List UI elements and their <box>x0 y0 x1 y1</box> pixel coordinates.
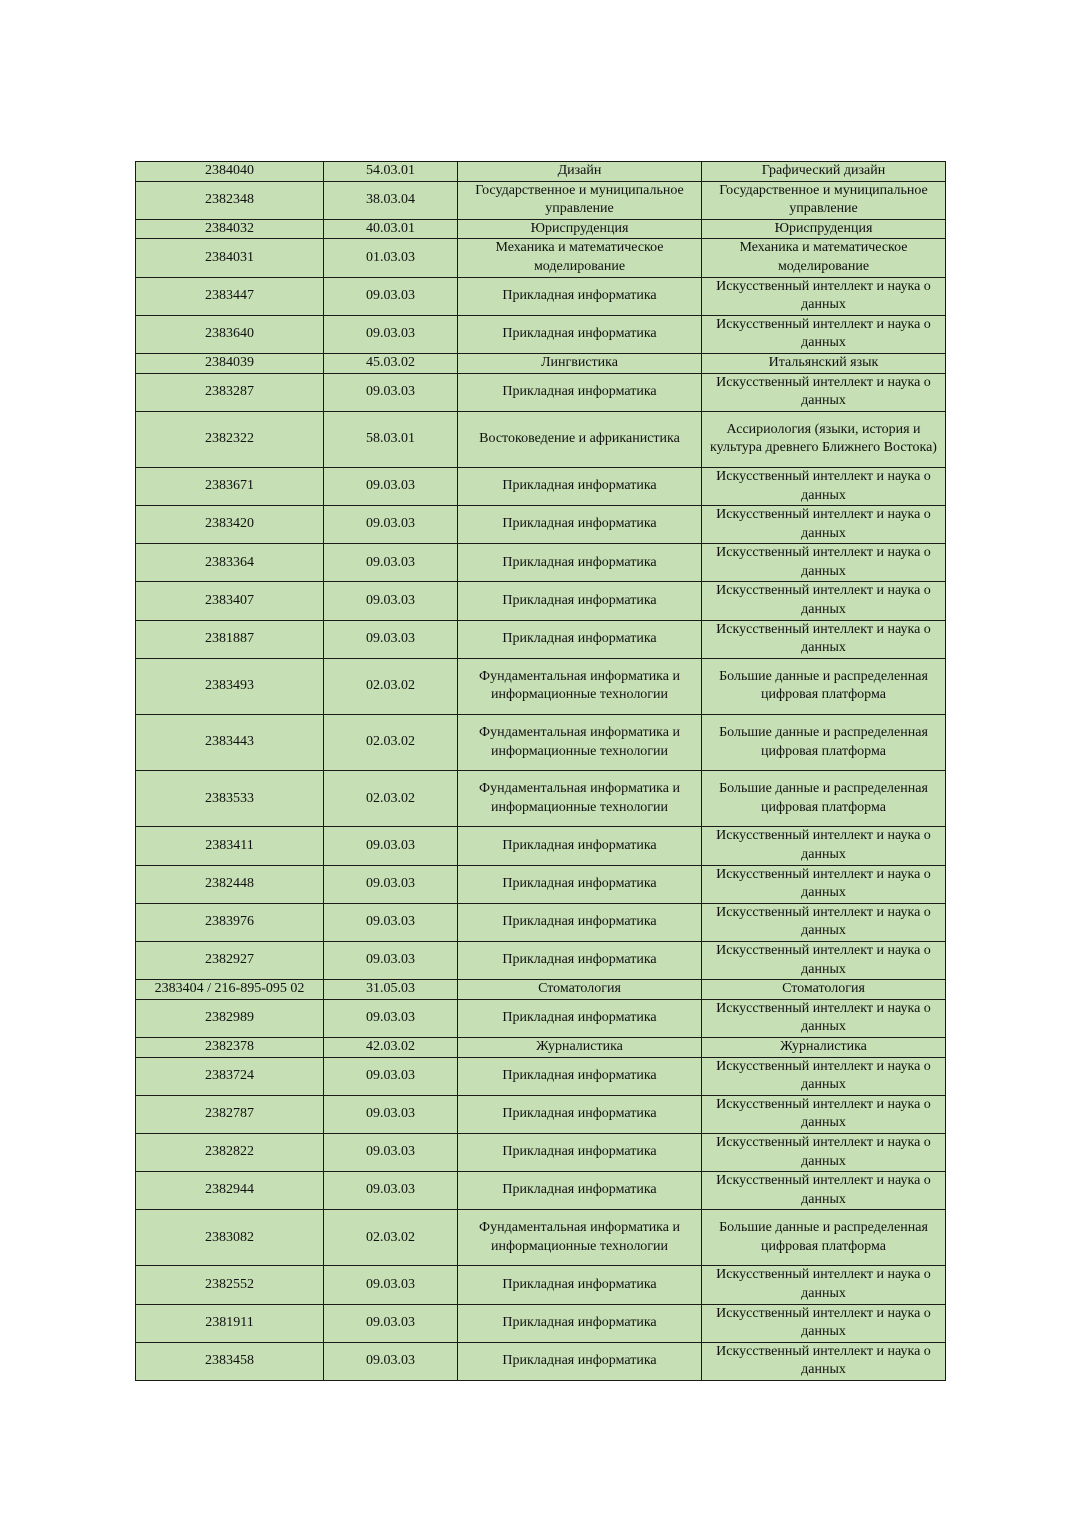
program-code-cell: 58.03.01 <box>324 411 458 467</box>
field-of-study-cell: Прикладная информатика <box>458 1266 702 1304</box>
program-profile-cell: Графический дизайн <box>702 162 946 182</box>
program-code-cell: 09.03.03 <box>324 1095 458 1133</box>
program-profile-cell: Искусственный интеллект и наука о данных <box>702 999 946 1037</box>
table-row <box>136 582 946 620</box>
table-row <box>136 865 946 903</box>
program-profile-cell: Искусственный интеллект и наука о данных <box>702 582 946 620</box>
program-profile-cell: Искусственный интеллект и наука о данных <box>702 315 946 353</box>
program-profile-cell: Юриспруденция <box>702 219 946 239</box>
field-of-study-cell: Прикладная информатика <box>458 467 702 505</box>
field-of-study-cell: Фундаментальная информатика и информационные технологии <box>458 1210 702 1266</box>
program-profile-cell: Механика и математическое моделирование <box>702 239 946 277</box>
program-code-cell: 09.03.03 <box>324 1133 458 1171</box>
table-row <box>136 315 946 353</box>
program-code-cell: 09.03.03 <box>324 620 458 658</box>
application-id-cell: 2383447 <box>136 277 324 315</box>
program-code-cell: 02.03.02 <box>324 658 458 714</box>
table-row <box>136 1342 946 1380</box>
table-row <box>136 239 946 277</box>
program-profile-cell: Искусственный интеллект и наука о данных <box>702 544 946 582</box>
application-id-cell: 2383287 <box>136 373 324 411</box>
program-profile-cell: Искусственный интеллект и наука о данных <box>702 277 946 315</box>
table-row <box>136 181 946 219</box>
application-id-cell: 2383411 <box>136 827 324 865</box>
application-id-cell: 2381887 <box>136 620 324 658</box>
table-row <box>136 277 946 315</box>
table-row <box>136 1037 946 1057</box>
table-row <box>136 162 946 182</box>
results-table-body <box>136 162 946 1381</box>
program-code-cell: 54.03.01 <box>324 162 458 182</box>
field-of-study-cell: Прикладная информатика <box>458 582 702 620</box>
program-profile-cell: Искусственный интеллект и наука о данных <box>702 1266 946 1304</box>
program-code-cell: 01.03.03 <box>324 239 458 277</box>
application-id-cell: 2383404 / 216-895-095 02 <box>136 980 324 1000</box>
program-code-cell: 09.03.03 <box>324 1342 458 1380</box>
program-profile-cell: Большие данные и распределенная цифровая платформа <box>702 771 946 827</box>
program-code-cell: 09.03.03 <box>324 827 458 865</box>
field-of-study-cell: Дизайн <box>458 162 702 182</box>
field-of-study-cell: Прикладная информатика <box>458 865 702 903</box>
program-code-cell: 09.03.03 <box>324 941 458 979</box>
program-profile-cell: Стоматология <box>702 980 946 1000</box>
field-of-study-cell: Прикладная информатика <box>458 1057 702 1095</box>
table-row <box>136 980 946 1000</box>
program-profile-cell: Искусственный интеллект и наука о данных <box>702 620 946 658</box>
field-of-study-cell: Прикладная информатика <box>458 373 702 411</box>
program-profile-cell: Государственное и муниципальное управление <box>702 181 946 219</box>
application-id-cell: 2383671 <box>136 467 324 505</box>
table-row <box>136 1057 946 1095</box>
field-of-study-cell: Прикладная информатика <box>458 544 702 582</box>
application-id-cell: 2384031 <box>136 239 324 277</box>
table-row <box>136 903 946 941</box>
field-of-study-cell: Прикладная информатика <box>458 1133 702 1171</box>
program-profile-cell: Искусственный интеллект и наука о данных <box>702 373 946 411</box>
field-of-study-cell: Прикладная информатика <box>458 903 702 941</box>
application-id-cell: 2382927 <box>136 941 324 979</box>
program-code-cell: 09.03.03 <box>324 467 458 505</box>
results-table <box>135 161 946 1381</box>
table-row <box>136 999 946 1037</box>
program-profile-cell: Искусственный интеллект и наука о данных <box>702 1095 946 1133</box>
program-profile-cell: Журналистика <box>702 1037 946 1057</box>
application-id-cell: 2382822 <box>136 1133 324 1171</box>
program-profile-cell: Искусственный интеллект и наука о данных <box>702 941 946 979</box>
application-id-cell: 2383420 <box>136 506 324 544</box>
field-of-study-cell: Механика и математическое моделирование <box>458 239 702 277</box>
application-id-cell: 2384039 <box>136 353 324 373</box>
application-id-cell: 2383443 <box>136 715 324 771</box>
program-profile-cell: Искусственный интеллект и наука о данных <box>702 1342 946 1380</box>
program-profile-cell: Искусственный интеллект и наука о данных <box>702 467 946 505</box>
application-id-cell: 2383493 <box>136 658 324 714</box>
program-code-cell: 09.03.03 <box>324 506 458 544</box>
field-of-study-cell: Прикладная информатика <box>458 277 702 315</box>
program-code-cell: 42.03.02 <box>324 1037 458 1057</box>
table-row <box>136 373 946 411</box>
application-id-cell: 2383640 <box>136 315 324 353</box>
program-code-cell: 09.03.03 <box>324 1266 458 1304</box>
table-row <box>136 1133 946 1171</box>
field-of-study-cell: Фундаментальная информатика и информационные технологии <box>458 658 702 714</box>
program-code-cell: 45.03.02 <box>324 353 458 373</box>
table-row <box>136 1210 946 1266</box>
application-id-cell: 2382378 <box>136 1037 324 1057</box>
program-code-cell: 38.03.04 <box>324 181 458 219</box>
field-of-study-cell: Фундаментальная информатика и информационные технологии <box>458 715 702 771</box>
program-code-cell: 09.03.03 <box>324 544 458 582</box>
application-id-cell: 2383458 <box>136 1342 324 1380</box>
program-code-cell: 09.03.03 <box>324 1057 458 1095</box>
table-row <box>136 1172 946 1210</box>
application-id-cell: 2383724 <box>136 1057 324 1095</box>
program-profile-cell: Искусственный интеллект и наука о данных <box>702 506 946 544</box>
application-id-cell: 2382322 <box>136 411 324 467</box>
program-profile-cell: Большие данные и распределенная цифровая платформа <box>702 715 946 771</box>
table-row <box>136 353 946 373</box>
table-row <box>136 467 946 505</box>
table-row <box>136 941 946 979</box>
field-of-study-cell: Прикладная информатика <box>458 315 702 353</box>
field-of-study-cell: Прикладная информатика <box>458 941 702 979</box>
application-id-cell: 2383407 <box>136 582 324 620</box>
field-of-study-cell: Прикладная информатика <box>458 1172 702 1210</box>
program-code-cell: 31.05.03 <box>324 980 458 1000</box>
program-code-cell: 09.03.03 <box>324 277 458 315</box>
application-id-cell: 2382787 <box>136 1095 324 1133</box>
program-code-cell: 02.03.02 <box>324 1210 458 1266</box>
field-of-study-cell: Юриспруденция <box>458 219 702 239</box>
field-of-study-cell: Прикладная информатика <box>458 999 702 1037</box>
table-row <box>136 219 946 239</box>
program-code-cell: 02.03.02 <box>324 771 458 827</box>
application-id-cell: 2383364 <box>136 544 324 582</box>
program-code-cell: 40.03.01 <box>324 219 458 239</box>
program-code-cell: 09.03.03 <box>324 582 458 620</box>
application-id-cell: 2383082 <box>136 1210 324 1266</box>
program-profile-cell: Искусственный интеллект и наука о данных <box>702 1057 946 1095</box>
program-profile-cell: Искусственный интеллект и наука о данных <box>702 865 946 903</box>
program-profile-cell: Искусственный интеллект и наука о данных <box>702 1304 946 1342</box>
table-row <box>136 1266 946 1304</box>
table-row <box>136 658 946 714</box>
program-profile-cell: Искусственный интеллект и наука о данных <box>702 827 946 865</box>
field-of-study-cell: Прикладная информатика <box>458 1095 702 1133</box>
field-of-study-cell: Журналистика <box>458 1037 702 1057</box>
application-id-cell: 2383533 <box>136 771 324 827</box>
program-profile-cell: Искусственный интеллект и наука о данных <box>702 1172 946 1210</box>
results-table-container <box>135 161 945 1381</box>
program-code-cell: 09.03.03 <box>324 999 458 1037</box>
application-id-cell: 2384040 <box>136 162 324 182</box>
application-id-cell: 2381911 <box>136 1304 324 1342</box>
program-code-cell: 09.03.03 <box>324 1172 458 1210</box>
table-row <box>136 620 946 658</box>
field-of-study-cell: Стоматология <box>458 980 702 1000</box>
program-code-cell: 02.03.02 <box>324 715 458 771</box>
table-row <box>136 1304 946 1342</box>
field-of-study-cell: Прикладная информатика <box>458 1304 702 1342</box>
table-row <box>136 827 946 865</box>
application-id-cell: 2383976 <box>136 903 324 941</box>
table-row <box>136 506 946 544</box>
application-id-cell: 2382448 <box>136 865 324 903</box>
program-profile-cell: Ассириология (языки, история и культура древнего Ближнего Востока) <box>702 411 946 467</box>
field-of-study-cell: Прикладная информатика <box>458 506 702 544</box>
field-of-study-cell: Лингвистика <box>458 353 702 373</box>
table-row <box>136 544 946 582</box>
application-id-cell: 2382552 <box>136 1266 324 1304</box>
application-id-cell: 2382348 <box>136 181 324 219</box>
program-profile-cell: Большие данные и распределенная цифровая платформа <box>702 1210 946 1266</box>
program-code-cell: 09.03.03 <box>324 373 458 411</box>
field-of-study-cell: Востоковедение и африканистика <box>458 411 702 467</box>
table-row <box>136 715 946 771</box>
table-row <box>136 771 946 827</box>
program-code-cell: 09.03.03 <box>324 865 458 903</box>
program-code-cell: 09.03.03 <box>324 315 458 353</box>
field-of-study-cell: Прикладная информатика <box>458 827 702 865</box>
application-id-cell: 2382944 <box>136 1172 324 1210</box>
field-of-study-cell: Прикладная информатика <box>458 1342 702 1380</box>
table-row <box>136 411 946 467</box>
application-id-cell: 2382989 <box>136 999 324 1037</box>
field-of-study-cell: Прикладная информатика <box>458 620 702 658</box>
program-profile-cell: Искусственный интеллект и наука о данных <box>702 903 946 941</box>
program-profile-cell: Большие данные и распределенная цифровая платформа <box>702 658 946 714</box>
program-profile-cell: Искусственный интеллект и наука о данных <box>702 1133 946 1171</box>
field-of-study-cell: Государственное и муниципальное управление <box>458 181 702 219</box>
application-id-cell: 2384032 <box>136 219 324 239</box>
field-of-study-cell: Фундаментальная информатика и информационные технологии <box>458 771 702 827</box>
program-code-cell: 09.03.03 <box>324 1304 458 1342</box>
program-profile-cell: Итальянский язык <box>702 353 946 373</box>
program-code-cell: 09.03.03 <box>324 903 458 941</box>
table-row <box>136 1095 946 1133</box>
